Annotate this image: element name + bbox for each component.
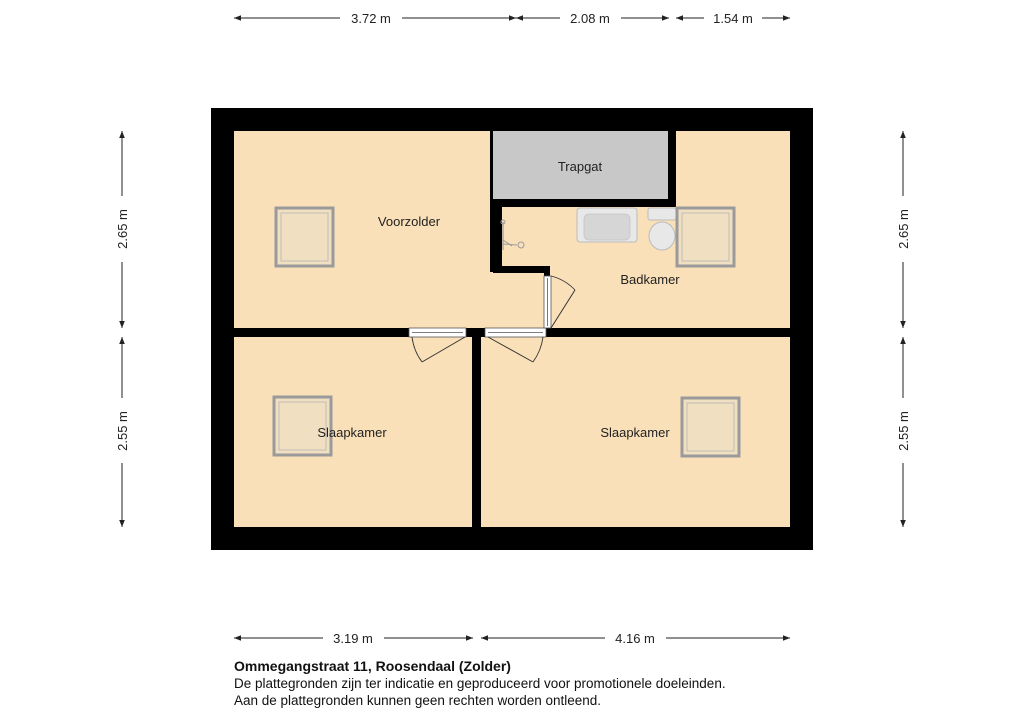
dimension-right-2-label: 2.55 m — [896, 411, 911, 451]
wall-trapgat-right — [668, 131, 676, 207]
dimension-left-2 — [115, 337, 130, 527]
dimension-left-1 — [115, 131, 130, 328]
wall-bath-notch — [493, 266, 550, 273]
room-label-voorzolder: Voorzolder — [377, 214, 441, 229]
footer-disclaimer-line1: De plattegronden zijn ter indicatie en geproduceerd voor promotionele doeleinden. — [234, 676, 726, 691]
toilet-icon — [648, 208, 676, 250]
dimension-top-1-label: 3.72 m — [351, 11, 391, 26]
washbasin-icon — [577, 208, 637, 242]
dimension-top-2 — [516, 11, 669, 26]
wall-bath-door-post — [544, 266, 550, 276]
dimension-bottom-1 — [234, 631, 473, 646]
footer-title: Ommegangstraat 11, Roosendaal (Zolder) — [234, 658, 511, 674]
dimension-bottom-2-label: 4.16 m — [615, 631, 655, 646]
wall-horizontal-left — [234, 328, 410, 337]
dimension-left-1-label: 2.65 m — [115, 209, 130, 249]
window-slaapkamer-right — [682, 398, 739, 456]
dimension-right-1 — [896, 131, 911, 328]
window-voorzolder — [276, 208, 333, 266]
voorzolder-floor — [234, 131, 490, 328]
dimension-bottom-2 — [481, 631, 790, 646]
wall-bath-left — [493, 199, 501, 273]
wall-horizontal-right — [546, 328, 790, 337]
room-label-badkamer: Badkamer — [620, 272, 680, 287]
room-label-slaapkamer-left: Slaapkamer — [317, 425, 387, 440]
dimension-right-1-label: 2.65 m — [896, 209, 911, 249]
dimension-top-3 — [676, 11, 790, 26]
dimension-top-3-label: 1.54 m — [713, 11, 753, 26]
room-label-trapgat: Trapgat — [557, 159, 603, 174]
footer — [234, 658, 994, 709]
window-badkamer — [677, 208, 734, 266]
dimension-top-2-label: 2.08 m — [570, 11, 610, 26]
dimension-left-2-label: 2.55 m — [115, 411, 130, 451]
dimension-right-2 — [896, 337, 911, 527]
badkamer-upper-floor — [676, 131, 790, 211]
room-label-slaapkamer-right: Slaapkamer — [600, 425, 670, 440]
dimension-top-1 — [234, 11, 516, 26]
wall-bedroom-divider — [472, 328, 481, 527]
footer-disclaimer-line2: Aan de plattegronden kunnen geen rechten worden ontleend. — [234, 693, 602, 708]
dimension-bottom-1-label: 3.19 m — [333, 631, 373, 646]
wall-trapgat-bottom — [493, 199, 676, 207]
